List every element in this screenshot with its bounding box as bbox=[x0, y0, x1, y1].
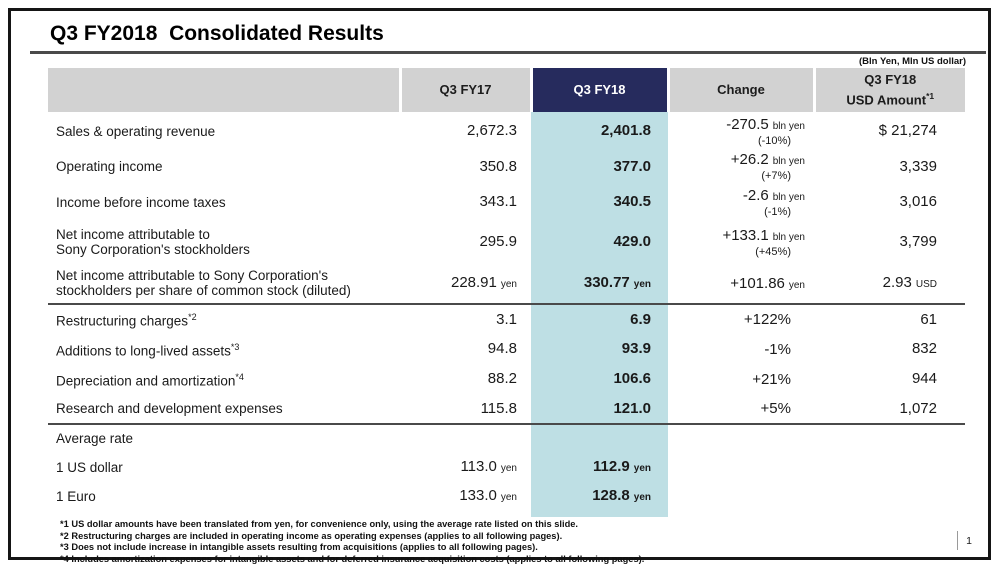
spacer-row bbox=[48, 510, 965, 517]
table-row bbox=[48, 334, 965, 364]
fy17-value: 94.8 bbox=[487, 340, 517, 357]
header-usd-line1: Q3 FY18 bbox=[864, 71, 917, 87]
table-row bbox=[48, 424, 965, 452]
footnote-3: *3 Does not include increase in intangible assets resulting from acquisitions (applies to all following pages). bbox=[60, 542, 538, 552]
row-label: Net income attributable to Sony Corporation's stockholders per share of common stock (diluted) bbox=[48, 263, 400, 304]
row-label: Restructuring charges$^{*2}$ bbox=[56, 312, 197, 329]
results-table bbox=[48, 68, 965, 517]
change-value: -1% bbox=[764, 340, 791, 358]
table-row bbox=[48, 364, 965, 394]
header-usd-line2: USD Amount$^{*1}$ bbox=[846, 90, 935, 108]
change-value: +5% bbox=[668, 394, 814, 424]
footnote-4: *4 Includes amortization expenses for intangible assets and for deferred insurance acquisition costs (applies to all following pages). bbox=[60, 553, 645, 564]
row-label: 1 US dollar bbox=[56, 459, 123, 475]
row-label: Depreciation and amortization$^{*4}$ bbox=[56, 371, 244, 389]
change-percent: (-10%) bbox=[757, 134, 791, 147]
fy17-value: 350.8 bbox=[479, 157, 517, 175]
row-label: Research and development expenses bbox=[48, 394, 400, 424]
footnotes bbox=[60, 519, 644, 565]
fy18-value: 330.77 yen bbox=[531, 263, 668, 304]
change-value: -270.5 bln yen (-10%) bbox=[726, 115, 805, 147]
fy18-value: 106.6 bbox=[531, 364, 668, 394]
header-change: Change bbox=[668, 68, 814, 112]
table-row bbox=[48, 221, 965, 263]
usd-value: 3,016 bbox=[899, 193, 937, 210]
fy18-value: 6.9 bbox=[531, 304, 668, 334]
fy17-value: 228.91 yen bbox=[400, 263, 531, 304]
usd-value: 832 bbox=[911, 340, 937, 357]
footnote-ref-3: *3 bbox=[230, 341, 240, 352]
row-label: Income before income taxes bbox=[56, 194, 226, 210]
fy18-value: 93.9 bbox=[531, 334, 668, 364]
usd-value: 3,799 bbox=[899, 233, 937, 250]
fy18-value: 377.0 bbox=[531, 150, 668, 183]
usd-value: 1,072 bbox=[814, 394, 965, 424]
fy18-value: 121.0 bbox=[531, 394, 668, 424]
header-usd-amount bbox=[814, 68, 965, 112]
change-value: +101.86 yen bbox=[668, 263, 814, 304]
fy17-value: 295.9 bbox=[479, 233, 517, 250]
usd-value: 61 bbox=[920, 310, 937, 328]
fy17-value: 3.1 bbox=[496, 310, 517, 328]
fy18-value: 429.0 bbox=[531, 221, 668, 263]
change-value: +26.2 bln yen (+7%) bbox=[730, 151, 805, 182]
change-percent: (+45%) bbox=[755, 245, 791, 258]
footnote-ref-2: *2 bbox=[188, 312, 197, 323]
title-underline bbox=[30, 51, 986, 54]
footnote-2: *2 Restructuring charges are included in operating income as operating expenses (applies to all following pages). bbox=[60, 530, 563, 541]
footnote-ref-4: *4 bbox=[235, 371, 244, 382]
usd-value: 3,339 bbox=[899, 157, 937, 175]
fy17-value: 133.0 yen bbox=[459, 487, 517, 504]
table-row bbox=[48, 394, 965, 424]
change-value: +133.1 bln yen (+45%) bbox=[722, 226, 805, 258]
row-label: Average rate bbox=[56, 431, 134, 446]
fy17-value: 88.2 bbox=[487, 370, 517, 387]
footnote-ref-1: *1 bbox=[926, 90, 935, 101]
table-row bbox=[48, 150, 965, 183]
fy18-value: 2,401.8 bbox=[531, 112, 668, 150]
change-percent: (-1%) bbox=[764, 205, 791, 218]
table-row bbox=[48, 482, 965, 510]
table-row bbox=[48, 183, 965, 221]
row-label: Net income attributable to Sony Corporation's stockholders bbox=[56, 227, 250, 257]
fy17-value: 113.0 yen bbox=[460, 458, 517, 475]
slide bbox=[8, 8, 991, 564]
table-header-row bbox=[48, 68, 965, 112]
page-number: 1 bbox=[957, 531, 972, 550]
row-label: 1 Euro bbox=[56, 488, 96, 504]
row-label: Sales & operating revenue bbox=[56, 123, 216, 139]
row-label: Operating income bbox=[56, 159, 163, 174]
footnote-1: *1 US dollar amounts have been translated from yen, for convenience only, using the average rate listed on this slide. bbox=[60, 519, 579, 529]
usd-value: 2.93 USD bbox=[814, 263, 965, 304]
fy18-value: 128.8 yen bbox=[531, 482, 668, 510]
page-title: Q3 FY2018 Consolidated Results bbox=[50, 22, 384, 45]
table-row bbox=[48, 112, 965, 150]
fy18-value: 340.5 bbox=[531, 183, 668, 221]
table-row bbox=[48, 263, 965, 304]
table-row bbox=[48, 304, 965, 334]
header-fy18: Q3 FY18 bbox=[531, 68, 668, 112]
change-value: +122% bbox=[743, 311, 791, 328]
change-value: +21% bbox=[752, 370, 791, 388]
change-value: -2.6 bln yen (-1%) bbox=[742, 186, 805, 218]
fy17-value: 343.1 bbox=[479, 193, 517, 210]
fy17-value: 115.8 bbox=[400, 394, 531, 424]
row-label: Additions to long-lived assets$^{*3}$ bbox=[56, 341, 240, 359]
change-percent: (+7%) bbox=[761, 170, 791, 182]
header-label-cell bbox=[48, 68, 400, 112]
units-note: (Bln Yen, Mln US dollar) bbox=[859, 56, 966, 67]
usd-value: 944 bbox=[911, 370, 937, 387]
fy18-value: 112.9 yen bbox=[531, 452, 668, 482]
usd-value: $ 21,274 bbox=[878, 122, 937, 139]
table-row bbox=[48, 452, 965, 482]
fy17-value: 2,672.3 bbox=[466, 122, 517, 139]
header-fy17: Q3 FY17 bbox=[400, 68, 531, 112]
